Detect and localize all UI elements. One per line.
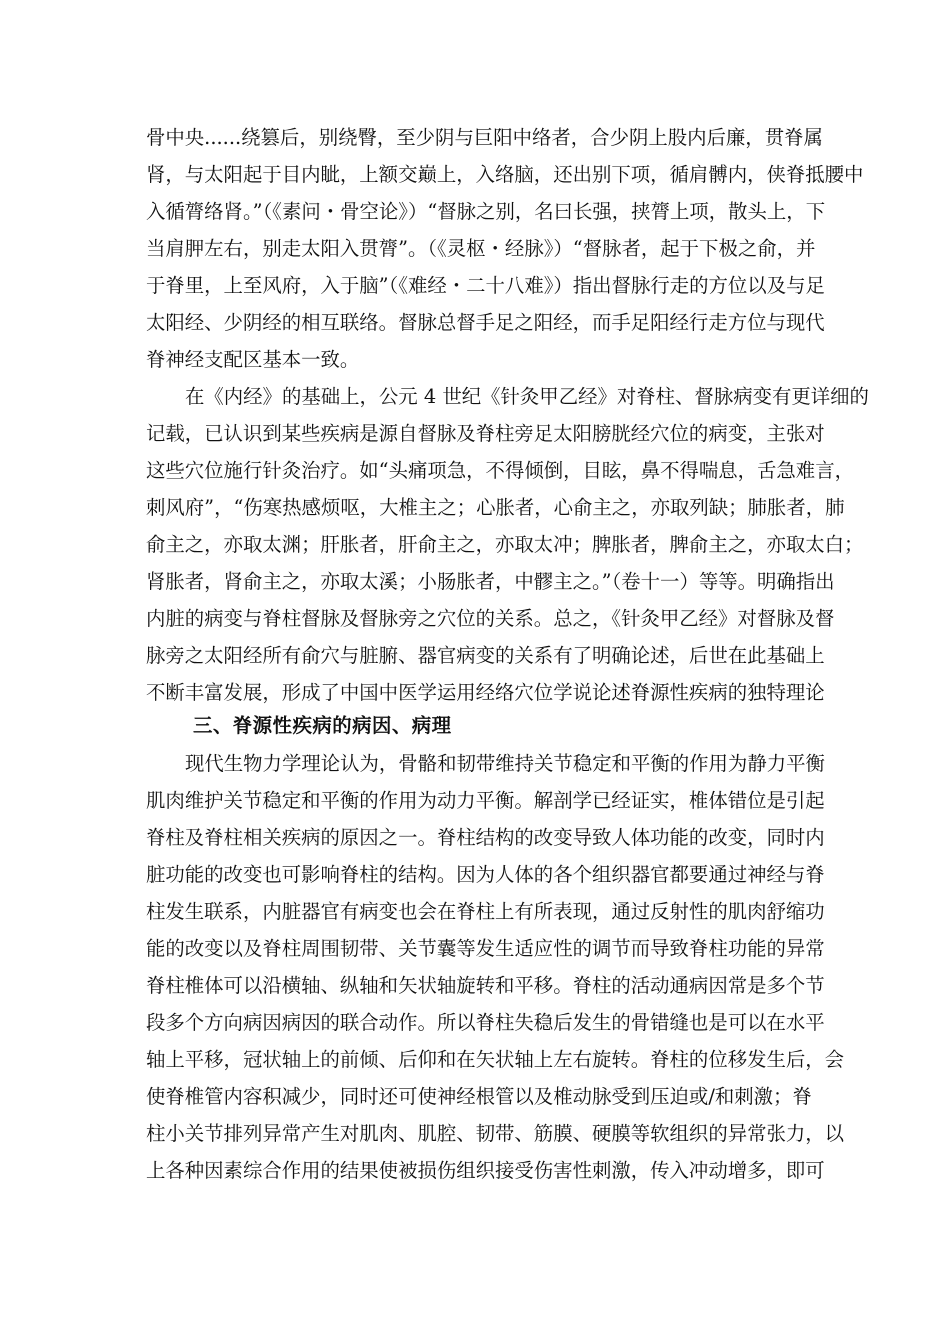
text-line: 骨中央......绕篡后，别绕臀，至少阴与巨阳中络者，合少阴上股内后廉，贯脊属 [146,126,823,149]
text-line: 段多个方向病因病因的联合动作。所以脊柱失稳后发生的骨错缝也是可以在水平 [146,1011,825,1034]
text-line: 柱发生联系，内脏器官有病变也会在脊柱上有所表现，通过反射性的肌肉舒缩功 [146,900,825,923]
text-line: 能的改变以及脊柱周围韧带、关节囊等发生适应性的调节而导致脊柱功能的异常 [146,937,825,960]
text-line: 记载，已认识到某些疾病是源自督脉及脊柱旁足太阳膀胱经穴位的病变，主张对 [146,422,825,445]
text-line: 使脊椎管内容积减少，同时还可使神经根管以及椎动脉受到压迫或/和刺激；脊 [146,1085,812,1108]
text-line: 俞主之，亦取太渊；肝胀者，肝俞主之，亦取太冲；脾胀者，脾俞主之，亦取太白； [146,533,864,556]
text-line: 肌肉维护关节稳定和平衡的作用为动力平衡。解剖学已经证实，椎体错位是引起 [146,789,825,812]
text-line: 现代生物力学理论认为，骨骼和韧带维持关节稳定和平衡的作用为静力平衡 [185,752,825,775]
text-line: 脊神经支配区基本一致。 [146,348,360,371]
text-line: 内脏的病变与脊柱督脉及督脉旁之穴位的关系。总之，《针灸甲乙经》对督脉及督 [146,607,835,630]
text-line: 在《内经》的基础上，公元 4 世纪《针灸甲乙经》对脊柱、督脉病变有更详细的 [185,385,869,408]
text-line: 太阳经、少阴经的相互联络。督脉总督手足之阳经，而手足阳经行走方位与现代 [146,311,825,334]
text-line: 肾胀者，肾俞主之，亦取太溪；小肠胀者，中髎主之。”（卷十一）等等。明确指出 [146,570,835,593]
text-line: 肾，与太阳起于目内眦，上额交巅上，入络脑，还出别下项，循肩髆内，侠脊抵腰中 [146,163,864,186]
text-line: 脊柱及脊柱相关疾病的原因之一。脊柱结构的改变导致人体功能的改变，同时内 [146,826,825,849]
text-line: 柱小关节排列异常产生对肌肉、肌腔、韧带、筋膜、硬膜等软组织的异常张力，以 [146,1122,845,1145]
text-line: 脊柱椎体可以沿横轴、纵轴和矢状轴旋转和平移。脊柱的活动通病因常是多个节 [146,974,825,997]
text-line: 脏功能的改变也可影响脊柱的结构。因为人体的各个组织器官都要通过神经与脊 [146,863,825,886]
text-line: 轴上平移，冠状轴上的前倾、后仰和在矢状轴上左右旋转。脊柱的位移发生后，会 [146,1048,845,1071]
text-line: 这些穴位施行针灸治疗。如“头痛项急，不得倾倒，目眩，鼻不得喘息，舌急难言， [146,459,854,482]
text-line: 不断丰富发展，形成了中国中医学运用经络穴位学说论述脊源性疾病的独特理论 [146,681,825,704]
text-line: 脉旁之太阳经所有俞穴与脏腑、器官病变的关系有了明确论述，后世在此基础上 [146,644,825,667]
text-line: 刺风府”，“伤寒热感烦呕，大椎主之；心胀者，心俞主之，亦取列缺；肺胀者，肺 [146,496,845,519]
text-line: 入循膂络肾。”（《素问・骨空论》）“督脉之别，名曰长强，挟膂上项，散头上，下 [146,200,826,223]
section-heading: 三、脊源性疾病的病因、病理 [193,714,452,737]
text-line: 于脊里，上至风府，入于脑”（《难经・二十八难》）指出督脉行走的方位以及与足 [146,274,825,297]
text-line: 当肩胛左右，别走太阳入贯膂”。（《灵枢・经脉》）“督脉者，起于下极之俞，并 [146,237,816,260]
text-line: 上各种因素综合作用的结果使被损伤组织接受伤害性刺激，传入冲动增多，即可 [146,1159,825,1182]
